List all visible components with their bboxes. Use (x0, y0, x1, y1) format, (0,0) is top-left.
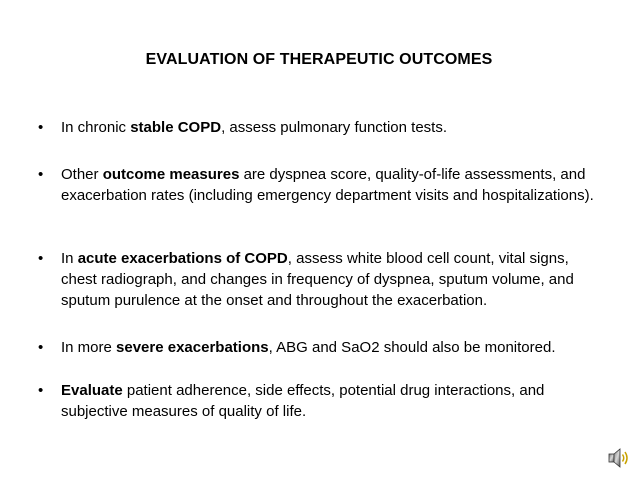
speaker-icon-graphic (607, 447, 631, 469)
bullet-text-bold: outcome measures (102, 166, 240, 183)
bullet-text-plain: In more (61, 339, 117, 356)
speaker-icon[interactable] (607, 447, 631, 469)
bullet-text-plain: , ABG and SaO2 should also be monitored. (268, 339, 556, 356)
bullet-dot: • (38, 339, 44, 356)
bullet-text (61, 337, 601, 358)
bullet-text (61, 248, 601, 311)
bullet-text (61, 117, 601, 138)
bullet-dot: • (38, 166, 44, 183)
bullet-text-plain: patient adherence, side effects, potential drug interactions, and subjective measures of quality of life. (61, 382, 545, 420)
bullet-text-plain: are dyspnea score, quality-of-life assessments, and exacerbation rates (including emergency department visits and hospitalizations). (61, 166, 594, 204)
bullet-text-plain: In chronic (61, 119, 131, 136)
bullet-text-bold: acute exacerbations of COPD (77, 250, 288, 267)
bullet-text-bold: stable COPD (130, 119, 222, 136)
bullet-dot: • (38, 119, 44, 136)
bullet-dot: • (38, 250, 44, 267)
bullet-text (61, 380, 601, 422)
bullet-text-plain: Other (61, 166, 103, 183)
bullet-text-bold: severe exacerbations (116, 339, 269, 356)
bullet-dot: • (38, 382, 44, 399)
bullet-text-plain: , assess white blood cell count, vital signs, chest radiograph, and changes in frequency of dyspnea, sputum volume, and sputum purulence at the onset and throughout the exacerbation. (61, 250, 574, 309)
bullet-text-plain: , assess pulmonary function tests. (221, 119, 447, 136)
bullet-text-bold: Evaluate (61, 382, 123, 399)
bullet-text (61, 164, 601, 206)
bullet-text-plain: In (61, 250, 78, 267)
slide-title: EVALUATION OF THERAPEUTIC OUTCOMES (145, 51, 493, 68)
